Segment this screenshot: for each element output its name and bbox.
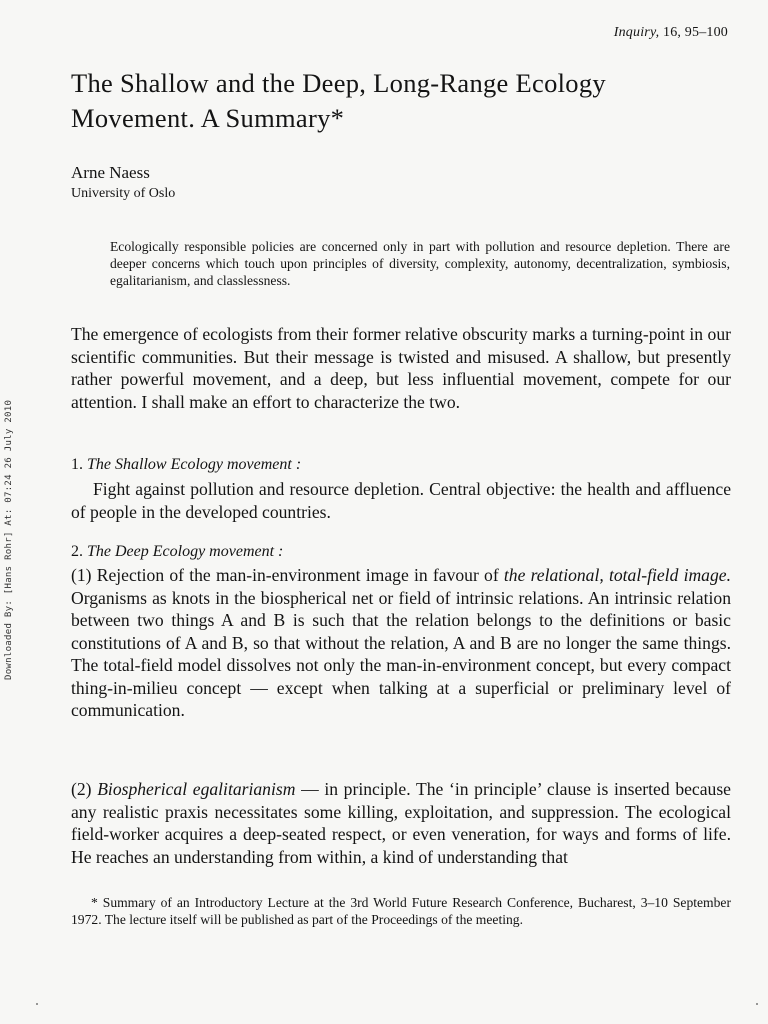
journal-citation xyxy=(614,25,728,41)
point-2-body: — in principle. The ‘in principle’ clause is inserted because any realistic praxis necessitates some killing, exploitation, and suppression. The ecological field-worker acquires a deep-seated respect, or even veneration, for ways and forms of life. He reaches an understanding from within, a kind of understanding that xyxy=(71,779,731,867)
footnote: * Summary of an Introductory Lecture at the 3rd World Future Research Conference, Bucharest, 3–10 September 1972. The lecture itself will be published as part of the Proceedings of the meeting. xyxy=(71,895,731,927)
intro-paragraph: The emergence of ecologists from their former relative obscurity marks a turning-point in our scientific communities. But their message is twisted and misused. A shallow, but presently rather powerful movement, and a deep, but less influential movement, compete for our attention. I shall make an effort to characterize the two. xyxy=(71,324,731,412)
journal-volume-pages: 16, 95–100 xyxy=(663,25,728,40)
point-2-emphasis: Biospherical egalitarianism xyxy=(97,779,296,799)
section-1-heading xyxy=(71,456,301,474)
point-2-lead: (2) xyxy=(71,779,98,799)
paper-title: The Shallow and the Deep, Long-Range Ecology Movement. A Summary* xyxy=(71,68,606,133)
author-affiliation: University of Oslo xyxy=(71,186,176,201)
section-2-number: 2. xyxy=(71,543,83,560)
section-2-heading xyxy=(71,543,283,561)
point-1-body: Organisms as knots in the biospherical net or field of intrinsic relations. An intrinsic relation between two things A and B is such that the relation belongs to the definitions or basic constitutions of A and B, so that without the relation, A and B are no longer the same things. The total-field model dissolves not only the man-in-environment concept, but every compact thing-in-milieu concept — except when talking at a superficial or preliminary level of communication. xyxy=(71,587,731,720)
section-1-number: 1. xyxy=(71,456,83,473)
section-1-text: Fight against pollution and resource depletion. Central objective: the health and affluence of people in the developed countries. xyxy=(71,479,731,522)
abstract: Ecologically responsible policies are concerned only in part with pollution and resource depletion. There are deeper concerns which touch upon principles of diversity, complexity, autonomy, decentralization, symbiosis, egalitarianism, and classlessness. xyxy=(110,239,730,288)
section-1-title: The Shallow Ecology movement : xyxy=(87,456,302,473)
scan-speck xyxy=(756,1003,758,1005)
scan-speck xyxy=(36,1003,38,1005)
section-2-point-1 xyxy=(71,564,731,722)
section-2-point-2 xyxy=(71,778,731,868)
section-2-title: The Deep Ecology movement : xyxy=(87,543,284,560)
journal-name: Inquiry, xyxy=(613,25,660,40)
author-name: Arne Naess xyxy=(71,163,150,182)
point-1-emphasis: the relational, total-field image. xyxy=(503,565,731,585)
point-1-lead: (1) Rejection of the man-in-environment image in favour of xyxy=(71,565,504,585)
download-watermark: Downloaded By: [Hans Rohr] At: 07:24 26 July 2010 xyxy=(4,399,14,680)
